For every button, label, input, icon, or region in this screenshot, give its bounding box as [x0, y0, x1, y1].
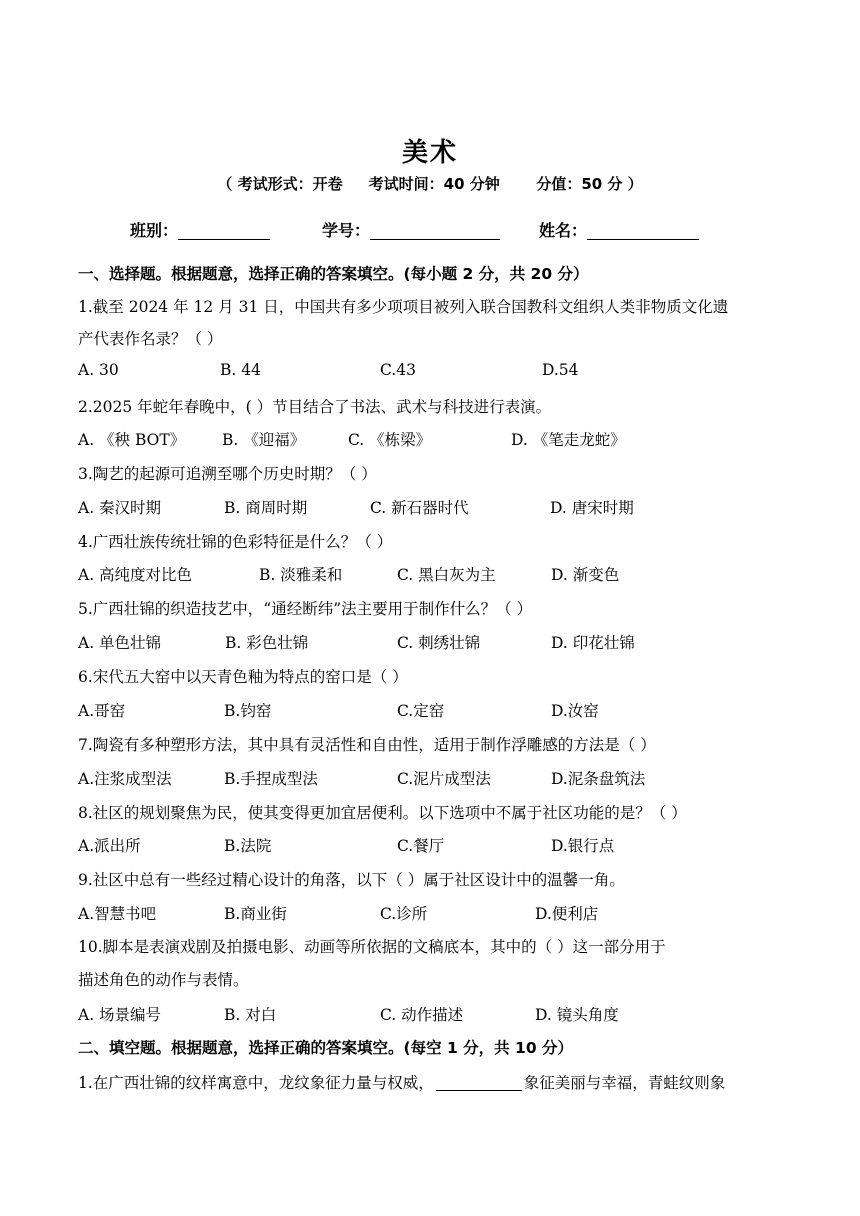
s2-q1-text-2: 象征美丽与幸福，青蛙纹则象	[523, 1074, 726, 1092]
class-blank[interactable]	[178, 221, 270, 240]
q7-option-b[interactable]: B.手捏成型法	[224, 770, 318, 788]
q10-option-d[interactable]: D. 镜头角度	[535, 1006, 619, 1024]
question-3-line: 3.陶艺的起源可追溯至哪个历史时期？（ ）	[78, 465, 377, 483]
q6-option-a[interactable]: A.哥窑	[78, 702, 126, 720]
q3-option-b[interactable]: B. 商周时期	[224, 499, 308, 517]
s2-q1-blank[interactable]	[436, 1074, 522, 1091]
question-4-line: 4.广西壮族传统壮锦的色彩特征是什么？（ ）	[78, 533, 393, 551]
exam-title: 美术	[401, 138, 458, 168]
q7-option-a[interactable]: A.注浆成型法	[78, 770, 172, 788]
section2-heading: 二、填空题。根据题意，选择正确的答案填空。(每空 1 分，共 10 分）	[78, 1039, 574, 1057]
q10-option-a[interactable]: A. 场景编号	[78, 1006, 162, 1024]
question-1-line-1: 1.截至 2024 年 12 月 31 日，中国共有多少项项目被列入联合国教科文组织人类非物质文化遗	[78, 298, 729, 316]
question-10-line-2: 描述角色的动作与表情。	[78, 971, 249, 989]
question-1-line-2: 产代表作名录？（ ）	[78, 330, 223, 348]
question-6-line: 6.宋代五大窑中以天青色釉为特点的窑口是（ ）	[78, 668, 408, 686]
q7-option-d[interactable]: D.泥条盘筑法	[551, 770, 646, 788]
q4-option-b[interactable]: B. 淡雅柔和	[259, 566, 343, 584]
class-field	[130, 218, 270, 241]
student-no-field	[322, 218, 500, 241]
q3-option-c[interactable]: C. 新石器时代	[370, 499, 469, 517]
question-8-line: 8.社区的规划聚焦为民，使其变得更加宜居便利。以下选项中不属于社区功能的是？（ ）	[78, 804, 687, 822]
section1-heading: 一、选择题。根据题意，选择正确的答案填空。(每小题 2 分，共 20 分）	[78, 265, 589, 283]
student-no-label: 学号：	[322, 221, 371, 240]
name-field	[539, 218, 699, 241]
question-5-line: 5.广西壮锦的织造技艺中，“通经断纬”法主要用于制作什么？（ ）	[78, 600, 533, 618]
q4-option-d[interactable]: D. 渐变色	[551, 566, 620, 584]
q9-option-a[interactable]: A.智慧书吧	[78, 905, 157, 923]
q5-option-c[interactable]: C. 刺绣壮锦	[397, 634, 481, 652]
name-blank[interactable]	[587, 221, 699, 240]
q3-option-a[interactable]: A. 秦汉时期	[78, 499, 162, 517]
question-7-line: 7.陶瓷有多种塑形方法，其中具有灵活性和自由性，适用于制作浮雕感的方法是（ ）	[78, 736, 656, 754]
q9-option-c[interactable]: C.诊所	[380, 905, 428, 923]
q6-option-b[interactable]: B.钧窑	[224, 702, 272, 720]
q9-option-d[interactable]: D.便利店	[535, 905, 599, 923]
q10-option-c[interactable]: C. 动作描述	[380, 1006, 464, 1024]
q3-option-d[interactable]: D. 唐宋时期	[550, 499, 634, 517]
q2-option-b[interactable]: B. 《迎福》	[222, 431, 306, 449]
q1-option-d[interactable]: D.54	[542, 361, 579, 379]
q9-option-b[interactable]: B.商业街	[224, 905, 287, 923]
q1-option-a[interactable]: A. 30	[78, 361, 119, 379]
q6-option-d[interactable]: D.汝窑	[551, 702, 599, 720]
name-label: 姓名：	[539, 221, 588, 240]
q4-option-a[interactable]: A. 高纯度对比色	[78, 566, 193, 584]
q1-option-b[interactable]: B. 44	[220, 361, 261, 379]
exam-subtitle: （ 考试形式：开卷 考试时间：40 分钟 分值：50 分 ）	[217, 175, 643, 193]
s2-q1-text-1: 1.在广西壮锦的纹样寓意中，龙纹象征力量与权威，	[78, 1074, 434, 1092]
question-2-line: 2.2025 年蛇年春晚中，( ）节目结合了书法、武术与科技进行表演。	[78, 398, 552, 416]
q2-option-a[interactable]: A. 《秧 BOT》	[78, 431, 186, 449]
q6-option-c[interactable]: C.定窑	[397, 702, 445, 720]
q8-option-d[interactable]: D.银行点	[551, 837, 615, 855]
question-10-line-1: 10.脚本是表演戏剧及拍摄电影、动画等所依据的文稿底本，其中的（ ）这一部分用于	[78, 938, 666, 956]
q10-option-b[interactable]: B. 对白	[224, 1006, 277, 1024]
class-label: 班别：	[130, 221, 179, 240]
q1-option-c[interactable]: C.43	[380, 361, 416, 379]
q8-option-c[interactable]: C.餐厅	[397, 837, 445, 855]
section2-question-1	[78, 1071, 725, 1093]
q2-option-d[interactable]: D. 《笔走龙蛇》	[511, 431, 626, 449]
q2-option-c[interactable]: C. 《栋梁》	[348, 431, 432, 449]
q8-option-b[interactable]: B.法院	[224, 837, 272, 855]
q7-option-c[interactable]: C.泥片成型法	[397, 770, 491, 788]
question-9-line: 9.社区中总有一些经过精心设计的角落，以下（ ）属于社区设计中的温馨一角。	[78, 871, 625, 889]
q4-option-c[interactable]: C. 黑白灰为主	[397, 566, 496, 584]
q8-option-a[interactable]: A.派出所	[78, 837, 141, 855]
student-no-blank[interactable]	[370, 221, 500, 240]
q5-option-d[interactable]: D. 印花壮锦	[551, 634, 635, 652]
q5-option-b[interactable]: B. 彩色壮锦	[225, 634, 309, 652]
q5-option-a[interactable]: A. 单色壮锦	[78, 634, 162, 652]
